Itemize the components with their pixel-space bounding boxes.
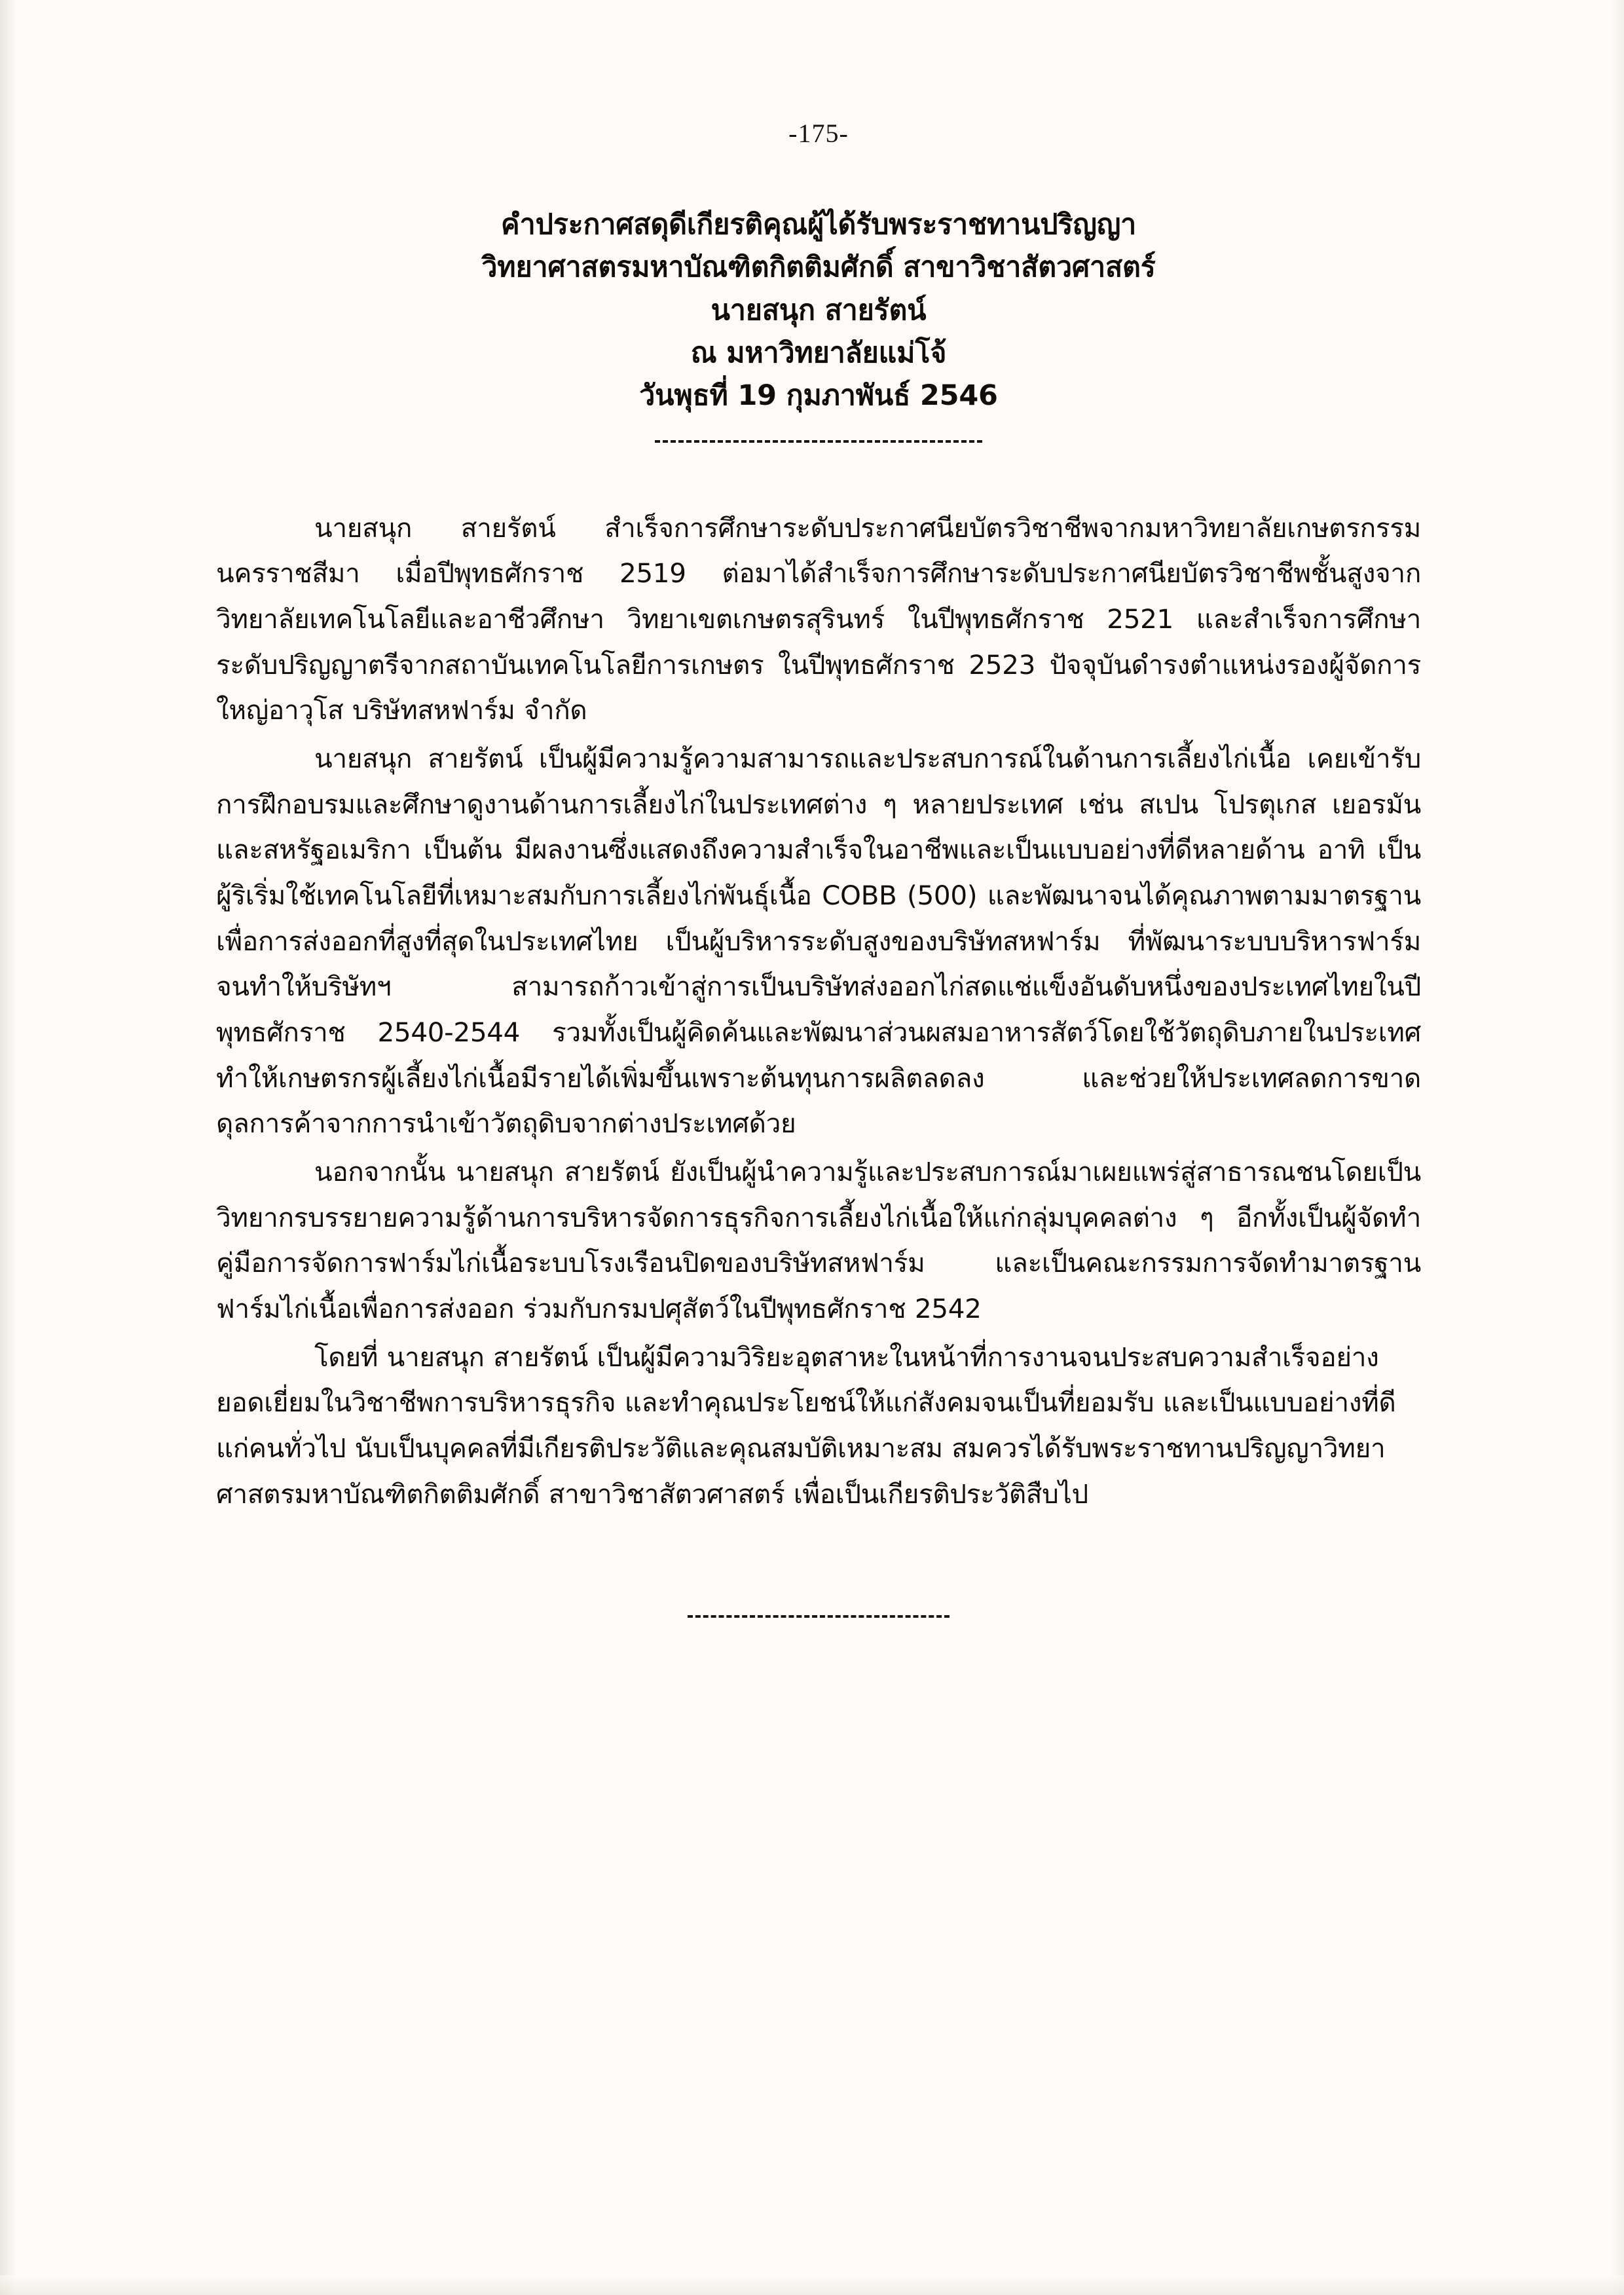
page-number: -175- [788,119,849,148]
paragraph-4: โดยที่ นายสนุก สายรัตน์ เป็นผู้มีความวิริยะอุตสาหะในหน้าที่การงานจนประสบความสำเร็จอย่างยอดเยี่ยมในวิชาชีพการบริหารธุรกิจ และทำคุณประโยชน์ให้แก่สังคมจนเป็นที่ยอมรับ และเป็นแบบอย่างที่ดีแก่คนทั่วไป นับเป็นบุคคลที่มีเกียรติประวัติและคุณสมบัติเหมาะสม สมควรได้รับพระราชทานปริญญาวิทยาศาสตรมหาบัณฑิตกิตติมศักดิ์ สาขาวิชาสัตวศาสตร์ เพื่อเป็นเกียรติประวัติสืบไป [216,1341,1396,1510]
paragraph-2: นายสนุก สายรัตน์ เป็นผู้มีความรู้ความสามารถและประสบการณ์ในด้านการเลี้ยงไก่เนื้อ เคยเข้ารับการฝึกอบรมและศึกษาดูงานด้านการเลี้ยงไก่ในประเทศต่าง ๆ หลายประเทศ เช่น สเปน โปรตุเกส เยอรมัน และสหรัฐอเมริกา เป็นต้น มีผลงานซึ่งแสดงถึงความสำเร็จในอาชีพและเป็นแบบอย่างที่ดีหลายด้าน อาทิ เป็นผู้ริเริ่มใช้เทคโนโลยีที่เหมาะสมกับการเลี้ยงไก่พันธุ์เนื้อ COBB (500) และพัฒนาจนได้คุณภาพตามมาตรฐานเพื่อการส่งออกที่สูงที่สุดในประเทศไทย เป็นผู้บริหารระดับสูงของบริษัทสหฟาร์ม ที่พัฒนาระบบบริหารฟาร์ม จนทำให้บริษัทฯ สามารถก้าวเข้าสู่การเป็นบริษัทส่งออกไก่สดแช่แข็งอันดับหนึ่งของประเทศไทยในปีพุทธศักราช 2540-2544 รวมทั้งเป็นผู้คิดค้นและพัฒนาส่วนผสมอาหารสัตว์โดยใช้วัตถุดิบภายในประเทศทำให้เกษตรกรผู้เลี้ยงไก่เนื้อมีรายได้เพิ่มขึ้นเพราะต้นทุนการผลิตลดลง และช่วยให้ประเทศลดการขาดดุลการค้าจากการนำเข้าวัตถุดิบจากต่างประเทศด้วย [216,743,1421,1140]
paragraph-3: นอกจากนั้น นายสนุก สายรัตน์ ยังเป็นผู้นำความรู้และประสบการณ์มาเผยแพร่สู่สาธารณชนโดยเป็นวิทยากรบรรยายความรู้ด้านการบริหารจัดการธุรกิจการเลี้ยงไก่เนื้อให้แก่กลุ่มบุคคลต่าง ๆ อีกทั้งเป็นผู้จัดทำคู่มือการจัดการฟาร์มไก่เนื้อระบบโรงเรือนปิดของบริษัทสหฟาร์ม และเป็นคณะกรรมการจัดทำมาตรฐานฟาร์มไก่เนื้อเพื่อการส่งออก ร่วมกับกรมปศุสัตว์ในปีพุทธศักราช 2542 [216,1155,1421,1324]
title-block [216,204,1421,443]
scan-edge-bottom [0,2275,1624,2295]
scan-edge-right [1610,0,1624,2295]
paragraph-1: นายสนุก สายรัตน์ สำเร็จการศึกษาระดับประกาศนียบัตรวิชาชีพจากมหาวิทยาลัยเกษตรกรรมนครราชสีมา เมื่อปีพุทธศักราช 2519 ต่อมาได้สำเร็จการศึกษาระดับประกาศนียบัตรวิชาชีพชั้นสูงจากวิทยาลัยเทคโนโลยีและอาชีวศึกษา วิทยาเขตเกษตรสุรินทร์ ในปีพุทธศักราช 2521 และสำเร็จการศึกษาระดับปริญญาตรีจากสถาบันเทคโนโลยีการเกษตร ในปีพุทธศักราช 2523 ปัจจุบันดำรงตำแหน่งรองผู้จัดการใหญ่อาวุโส บริษัทสหฟาร์ม จำกัด [216,512,1421,726]
title-line-2: วิทยาศาสตรมหาบัณฑิตกิตติมศักดิ์ สาขาวิชาสัตวศาสตร์ [481,251,1156,284]
divider-top [655,440,982,443]
title-line-3: นายสนุก สายรัตน์ [710,293,927,327]
title-line-4: ณ มหาวิทยาลัยแม่โจ้ [690,337,947,370]
title-line-5: วันพุธที่ 19 กุมภาพันธ์ 2546 [639,379,998,413]
divider-bottom [688,1615,950,1618]
body-text [216,506,1421,1517]
scan-edge-left [0,0,17,2295]
title-line-1: คำประกาศสดุดีเกียรติคุณผู้ได้รับพระราชทานปริญญา [500,208,1137,241]
page-content [216,118,1421,1618]
